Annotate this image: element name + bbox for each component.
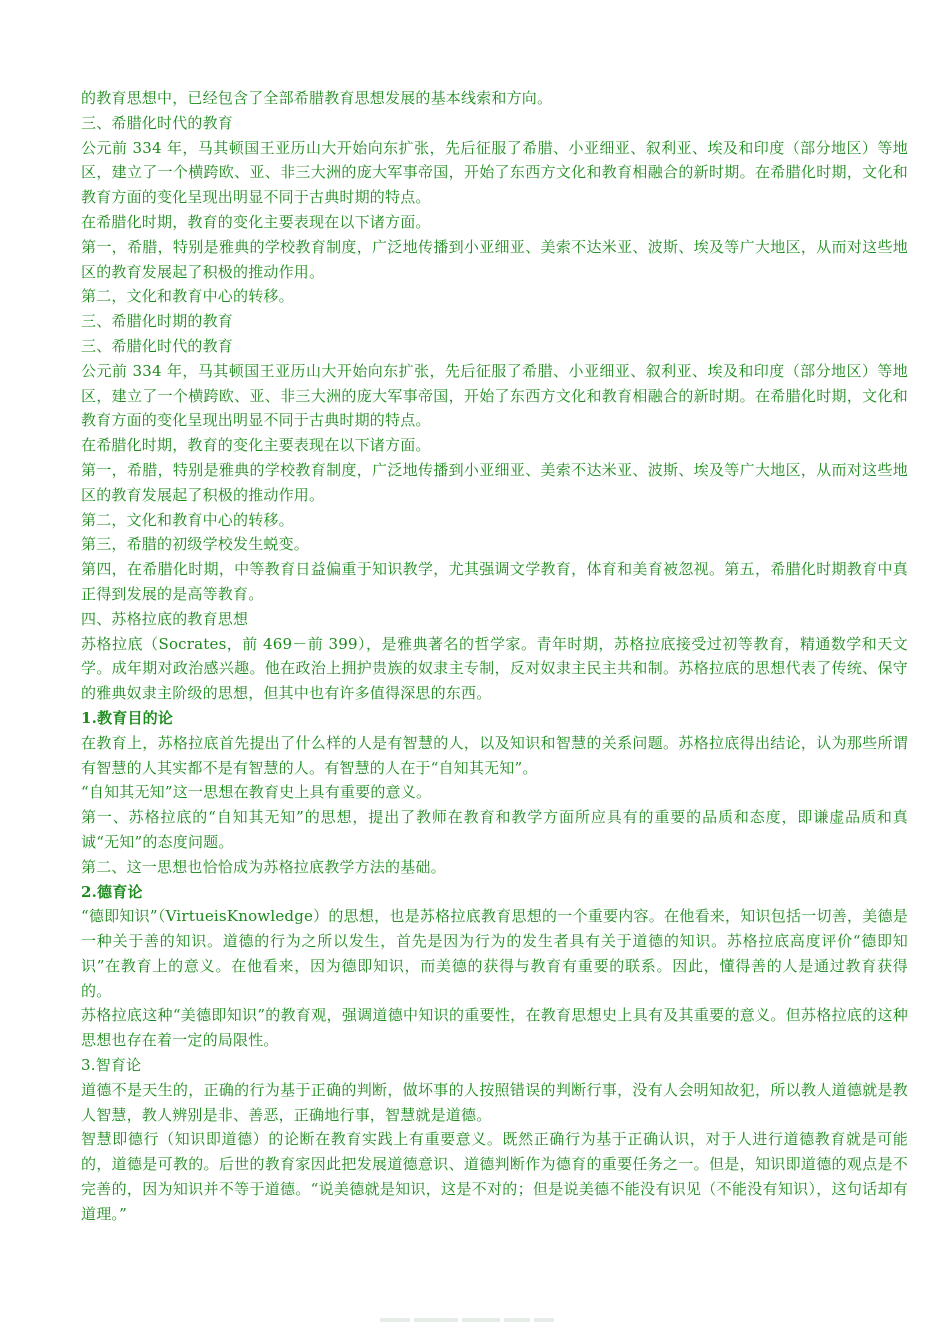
paragraph: 三、希腊化时代的教育 — [81, 113, 234, 132]
paragraph: 苏格拉底这种“美德即知识”的教育观，强调道德中知识的重要性，在教育思想史上具有及其重要的意义。但苏格拉底的这种思想也存在着一定的局限性。 — [81, 1006, 908, 1050]
paragraph: 第一，希腊，特别是雅典的学校教育制度，广泛地传播到小亚细亚、美索不达米亚、波斯、埃及等广大地区，从而对这些地区的教育发展起了积极的推动作用。 — [81, 460, 908, 504]
paragraph: 第二，文化和教育中心的转移。 — [81, 287, 294, 306]
paragraph: 的教育思想中，已经包含了全部希腊教育思想发展的基本线索和方向。 — [81, 89, 553, 107]
paragraph: 三、希腊化时期的教育 — [81, 312, 234, 331]
paragraph: 3.智育论 — [81, 1056, 142, 1075]
paragraph: 第二，文化和教育中心的转移。 — [81, 510, 294, 529]
paragraph: 第三，希腊的初级学校发生蜕变。 — [81, 535, 310, 554]
paragraph: 第一、苏格拉底的“自知其无知”的思想，提出了教师在教育和教学方面所应具有的重要的品质和态度，即谦虚品质和真诚“无知”的态度问题。 — [81, 808, 908, 851]
paragraph: 苏格拉底（Socrates，前 469－前 399），是雅典著名的哲学家。青年时期，苏格拉底接受过初等教育，精通数学和天文学。成年期对政治感兴趣。他在政治上拥护贵族的奴隶主专制，反对奴隶主民主共和制。苏格拉底的思想代表了传统、保守的雅典奴隶主阶级的思想，但其中也有许多值得深思的东西。 — [81, 634, 908, 703]
paragraph: 在希腊化时期，教育的变化主要表现在以下诸方面。 — [81, 436, 431, 455]
paragraph: “德即知识”（VirtueisKnowledge）的思想，也是苏格拉底教育思想的一个重要内容。在他看来，知识包括一切善，美德是一种关于善的知识。道德的行为之所以发生，首先是因为行为的发生者具有关于道德的知识。苏格拉底高度评价“德即知识”在教育上的意义。在他看来，因为德即知识，而美德的获得与教育有重要的联系。因此，懂得善的人是通过教育获得的。 — [81, 907, 908, 1000]
section-heading: 1.教育目的论 — [81, 708, 174, 727]
paragraph: 第四，在希腊化时期，中等教育日益偏重于知识教学，尤其强调文学教育，体育和美育被忽视。第五，希腊化时期教育中真正得到发展的是高等教育。 — [81, 560, 908, 603]
paragraph: 道德不是天生的，正确的行为基于正确的判断，做坏事的人按照错误的判断行事，没有人会明知故犯，所以教人道德就是教人智慧，教人辨别是非、善恶，正确地行事，智慧就是道德。 — [81, 1080, 908, 1124]
paragraph: “自知其无知”这一思想在教育史上具有重要的意义。 — [81, 783, 432, 802]
paragraph: 第一，希腊，特别是雅典的学校教育制度，广泛地传播到小亚细亚、美索不达米亚、波斯、埃及等广大地区，从而对这些地区的教育发展起了积极的推动作用。 — [81, 237, 908, 281]
paragraph: 公元前 334 年，马其顿国王亚历山大开始向东扩张，先后征服了希腊、小亚细亚、叙利亚、埃及和印度（部分地区）等地区，建立了一个横跨欧、亚、非三大洲的庞大军事帝国，开始了东西方文化和教育相融合的新时期。在希腊化时期，文化和教育方面的变化呈现出明显不同于古典时期的特点。 — [81, 361, 908, 430]
paragraph: 公元前 334 年，马其顿国王亚历山大开始向东扩张，先后征服了希腊、小亚细亚、叙利亚、埃及和印度（部分地区）等地区，建立了一个横跨欧、亚、非三大洲的庞大军事帝国，开始了东西方文化和教育相融合的新时期。在希腊化时期，文化和教育方面的变化呈现出明显不同于古典时期的特点。 — [81, 138, 908, 207]
paragraph: 在教育上，苏格拉底首先提出了什么样的人是有智慧的人，以及知识和智慧的关系问题。苏格拉底得出结论，认为那些所谓有智慧的人其实都不是有智慧的人。有智慧的人在于“自知其无知”。 — [81, 733, 908, 777]
footer-watermark — [380, 1309, 570, 1315]
section-heading: 2.德育论 — [81, 882, 143, 901]
paragraph: 四、苏格拉底的教育思想 — [81, 609, 249, 628]
paragraph: 三、希腊化时代的教育 — [81, 336, 234, 355]
document-body — [81, 86, 908, 1227]
paragraph: 第二、这一思想也恰恰成为苏格拉底教学方法的基础。 — [81, 857, 446, 876]
paragraph: 智慧即德行（知识即道德）的论断在教育实践上有重要意义。既然正确行为基于正确认识，对于人进行道德教育就是可能的，道德是可教的。后世的教育家因此把发展道德意识、道德判断作为德育的重要任务之一。但是，知识即道德的观点是不完善的，因为知识并不等于道德。“说美德就是知识，这是不对的；但是说美德不能没有识见（不能没有知识），这句话却有道理。” — [81, 1130, 908, 1223]
paragraph: 在希腊化时期，教育的变化主要表现在以下诸方面。 — [81, 212, 431, 231]
